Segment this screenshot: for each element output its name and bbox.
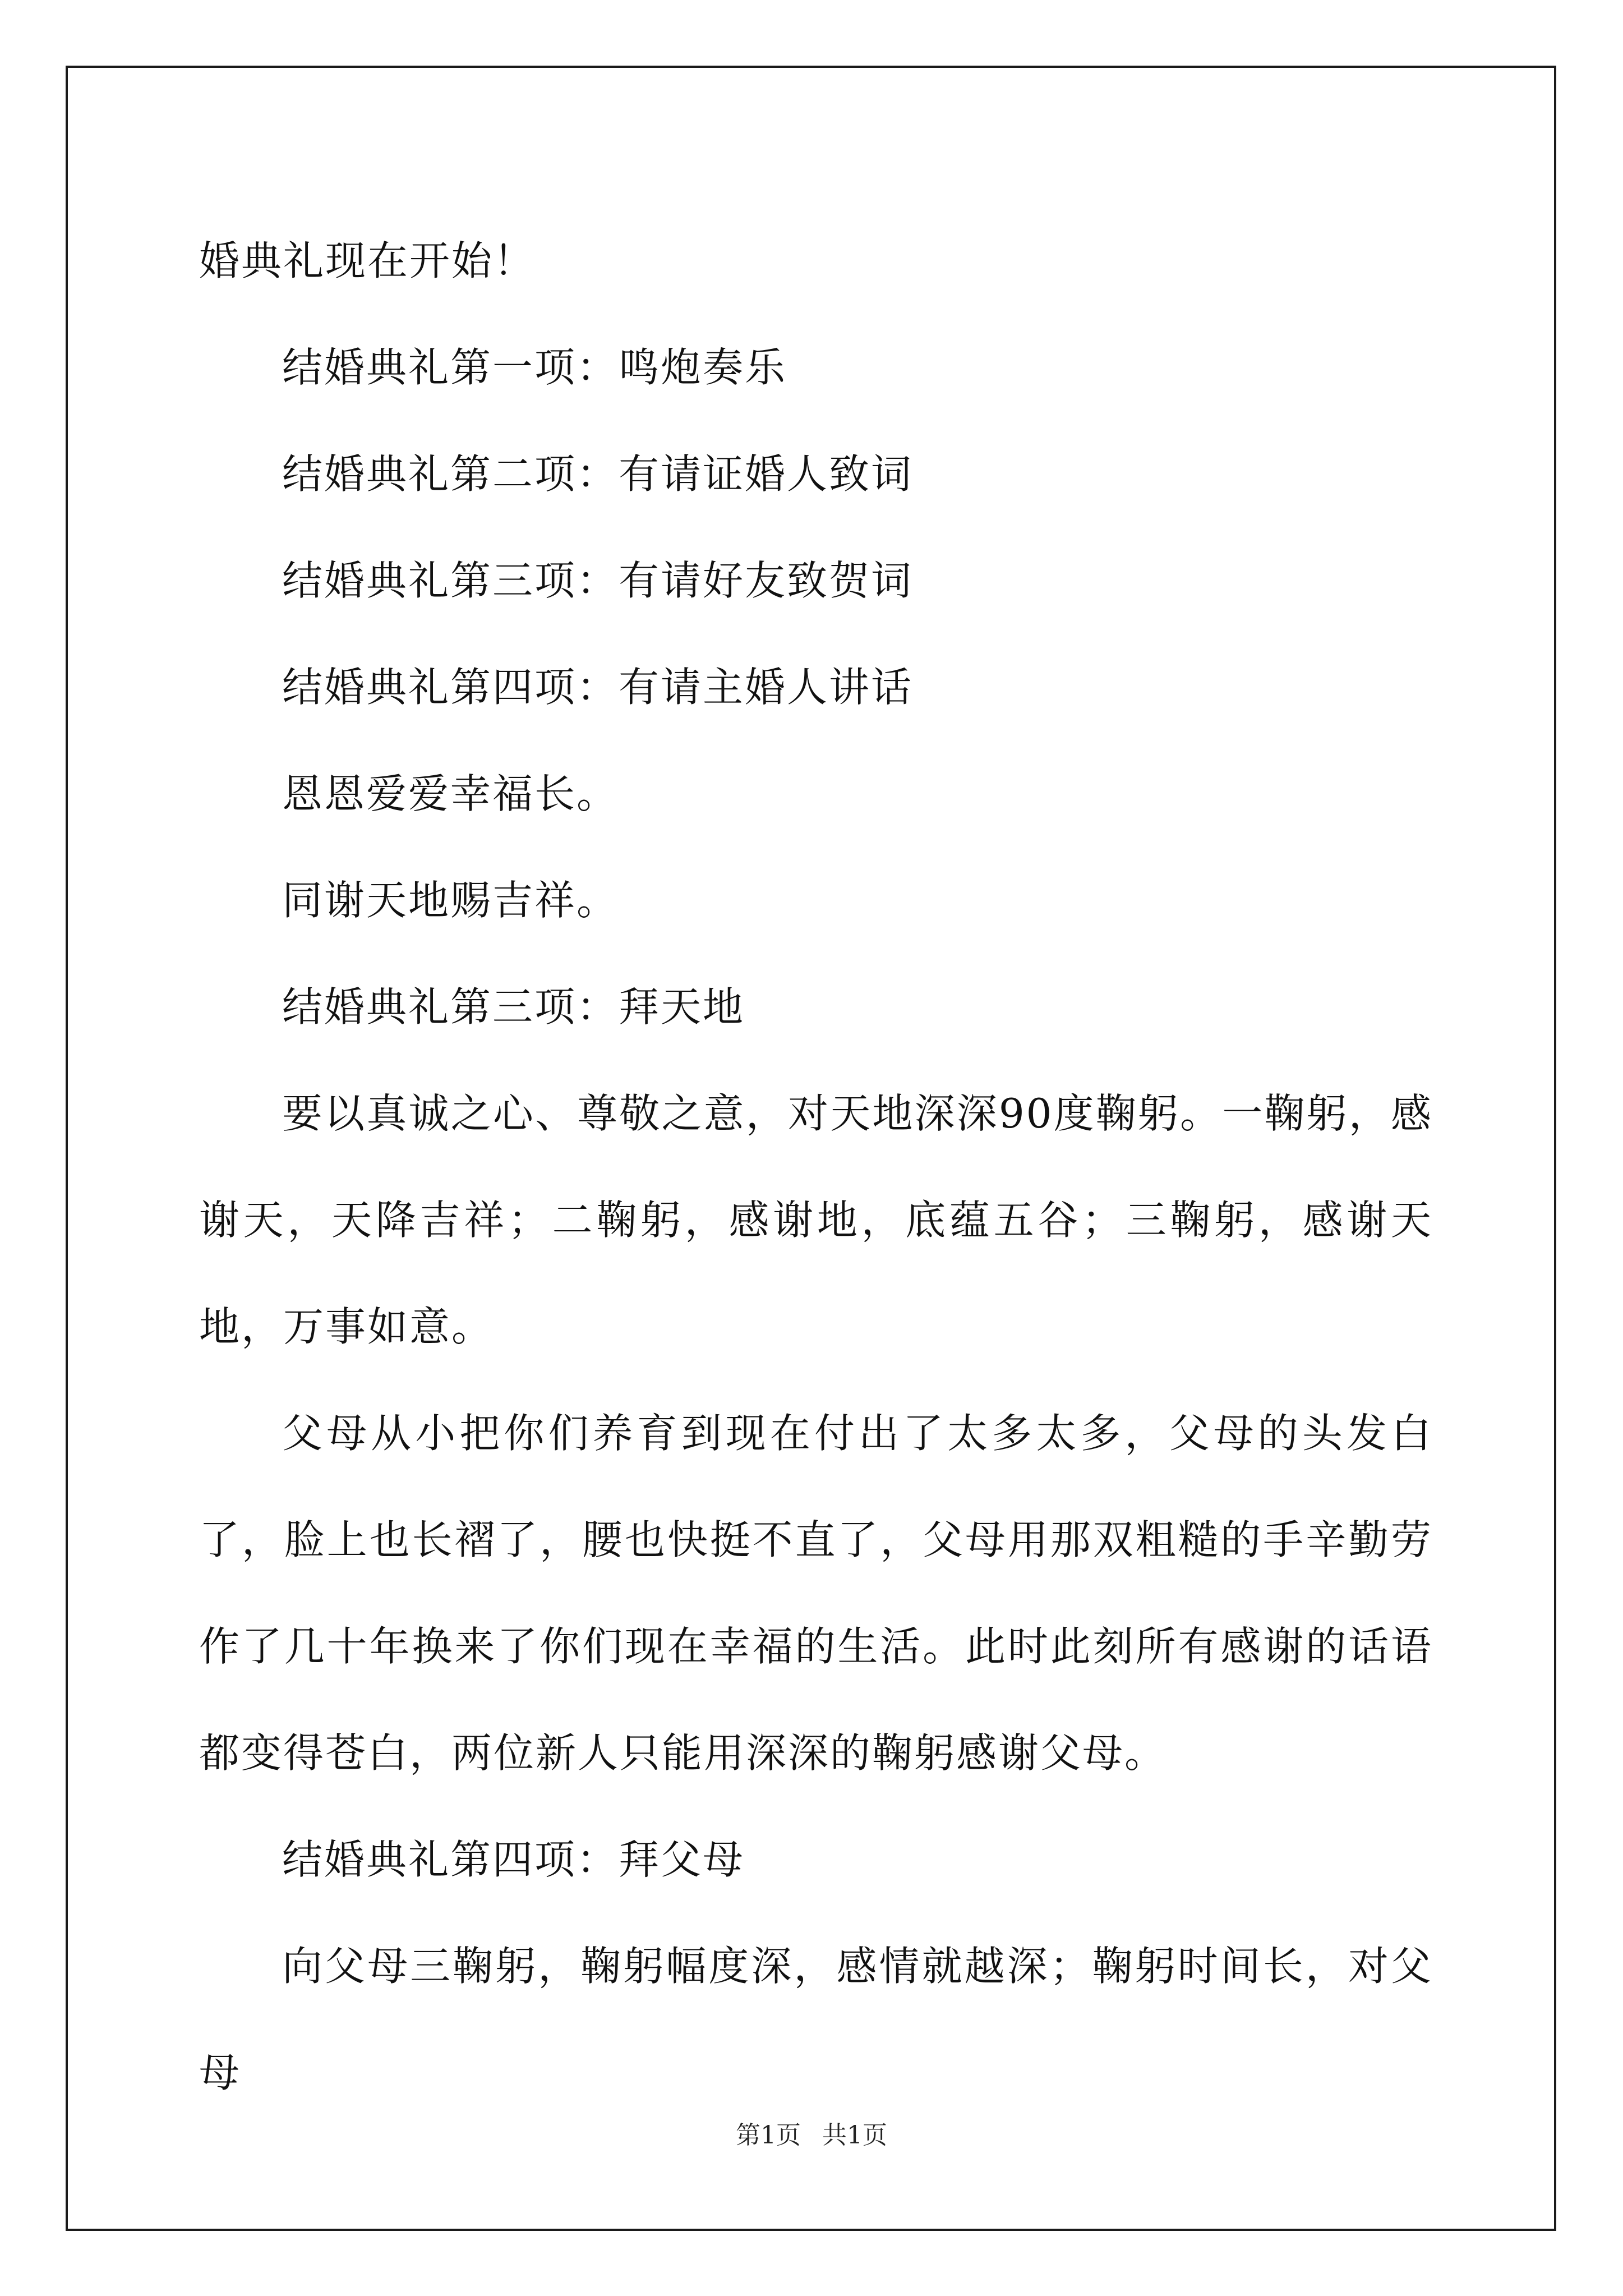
paragraph-item-1: 结婚典礼第一项：鸣炮奏乐 [282, 344, 787, 391]
paragraph-parents-heading: 结婚典礼第四项：拜父母 [282, 1836, 745, 1883]
paragraph-item-4: 结婚典礼第四项：有请主婚人讲话 [282, 664, 914, 711]
paragraph-heaven-earth-body: 要以真诚之心、尊敬之意，对天地深深90度鞠躬。一鞠躬，感谢天，天降吉祥；二鞠躬，感谢地，底蕴五谷；三鞠躬，感谢天地，万事如意。 [199, 1090, 1433, 1350]
paragraph-item-2: 结婚典礼第二项：有请证婚人致词 [282, 450, 914, 498]
paragraph-item-3: 结婚典礼第三项：有请好友致贺词 [282, 557, 914, 604]
page-footer [0, 2115, 1623, 2151]
page-number: 第1页 [736, 2121, 801, 2150]
paragraph-opening: 婚典礼现在开始！ [199, 237, 536, 284]
paragraph-parents-body: 父母从小把你们养育到现在付出了太多太多，父母的头发白了，脸上也长褶了，腰也快挺不直了，父母用那双粗糙的手辛勤劳作了几十年换来了你们现在幸福的生活。此时此刻所有感谢的话语都变得苍白，两位新人只能用深深的鞠躬感谢父母。 [199, 1410, 1433, 1777]
document-body [199, 208, 1433, 2126]
paragraph-parents-bow: 向父母三鞠躬，鞠躬幅度深，感情就越深；鞠躬时间长，对父母 [199, 1943, 1433, 2096]
paragraph-verse-1: 恩恩爱爱幸福长。 [282, 770, 619, 817]
paragraph-verse-2: 同谢天地赐吉祥。 [282, 877, 619, 924]
paragraph-heaven-earth-heading: 结婚典礼第三项：拜天地 [282, 983, 745, 1030]
page-total: 共1页 [822, 2121, 887, 2150]
